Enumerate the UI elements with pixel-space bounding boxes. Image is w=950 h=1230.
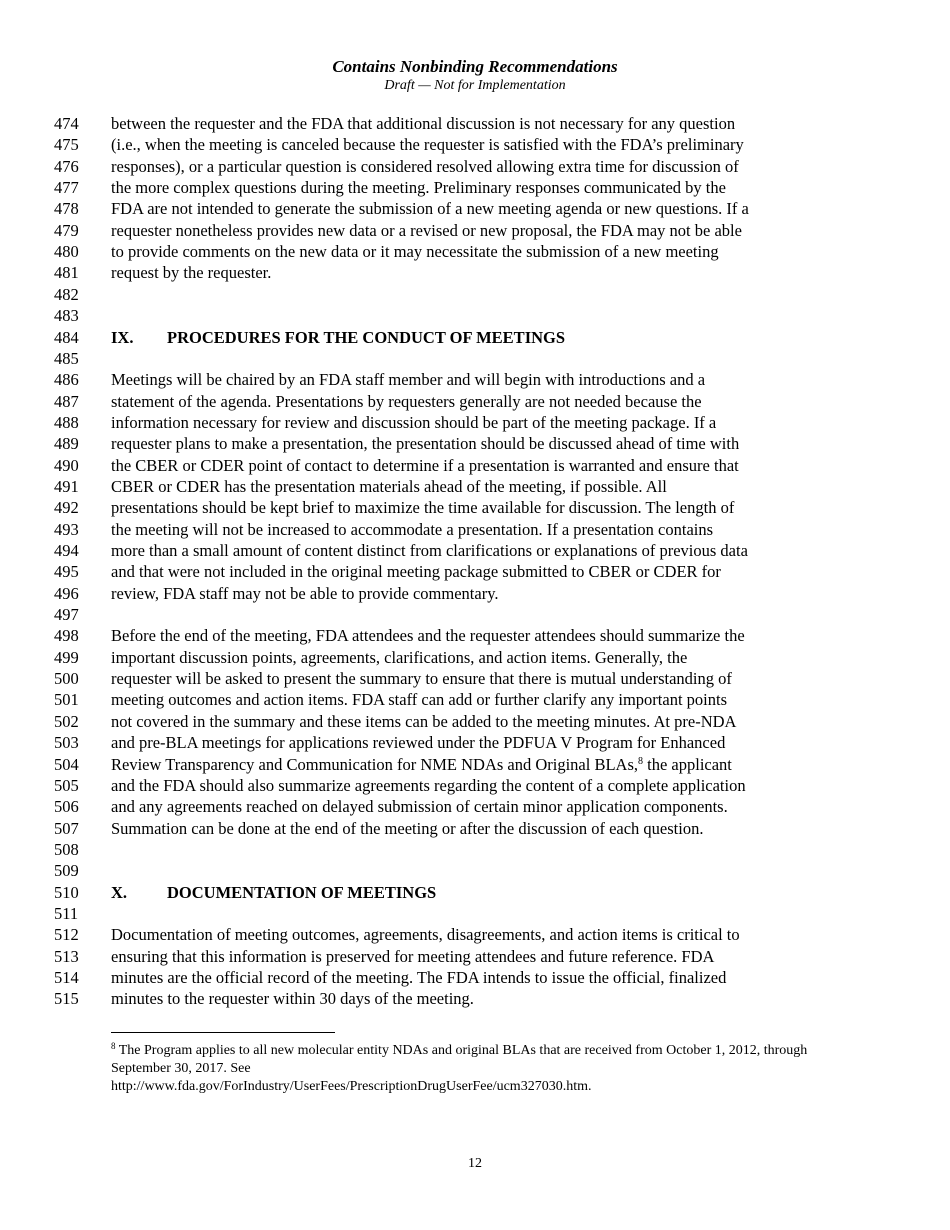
line-number: 511	[54, 904, 79, 923]
line-number: 510	[54, 883, 79, 902]
line-number: 488	[54, 413, 79, 432]
body-line	[0, 967, 950, 988]
line-text: CBER or CDER has the presentation materials ahead of the meeting, if possible. All	[111, 477, 667, 496]
line-number: 492	[54, 498, 79, 517]
line-number: 502	[54, 712, 79, 731]
section-number: IX.	[111, 328, 134, 347]
line-text: and any agreements reached on delayed submission of certain minor application components.	[111, 797, 728, 816]
body-line	[0, 305, 950, 326]
body-line	[0, 412, 950, 433]
line-number: 490	[54, 456, 79, 475]
body-line	[0, 561, 950, 582]
line-text: the meeting will not be increased to accommodate a presentation. If a presentation contains	[111, 520, 714, 539]
body-line	[0, 348, 950, 369]
line-number: 475	[54, 135, 79, 154]
running-header-title: Contains Nonbinding Recommendations	[332, 57, 618, 76]
line-number: 495	[54, 562, 79, 581]
section-heading	[111, 882, 436, 903]
line-number: 481	[54, 263, 79, 282]
body-line	[0, 391, 950, 412]
line-number: 489	[54, 434, 79, 453]
line-number: 508	[54, 840, 79, 859]
line-number: 513	[54, 947, 79, 966]
line-number: 500	[54, 669, 79, 688]
body-line	[0, 113, 950, 134]
line-number: 485	[54, 349, 79, 368]
line-text: statement of the agenda. Presentations by requesters generally are not needed because the	[111, 392, 702, 411]
running-header-subtitle: Draft — Not for Implementation	[384, 78, 566, 93]
footnote-url: http://www.fda.gov/ForIndustry/UserFees/PrescriptionDrugUserFee/ucm327030.htm.	[111, 1079, 592, 1094]
line-number: 479	[54, 221, 79, 240]
line-number: 501	[54, 690, 79, 709]
line-text: request by the requester.	[111, 263, 272, 282]
line-number: 494	[54, 541, 79, 560]
body-line	[0, 369, 950, 390]
body-line	[0, 924, 950, 945]
line-number: 484	[54, 328, 79, 347]
line-number: 480	[54, 242, 79, 261]
line-text: Summation can be done at the end of the meeting or after the discussion of each question.	[111, 819, 704, 838]
body-line	[0, 540, 950, 561]
line-text: and that were not included in the original meeting package submitted to CBER or CDER for	[111, 562, 721, 581]
body-line	[0, 220, 950, 241]
body-line	[0, 775, 950, 796]
line-number: 477	[54, 178, 79, 197]
line-text: the more complex questions during the meeting. Preliminary responses communicated by the	[111, 178, 726, 197]
line-text: presentations should be kept brief to maximize the time available for discussion. The length of	[111, 498, 735, 517]
line-text: important discussion points, agreements, clarifications, and action items. Generally, the	[111, 648, 688, 667]
section-number: X.	[111, 883, 128, 902]
body-line	[0, 198, 950, 219]
line-number: 491	[54, 477, 79, 496]
body-line	[0, 625, 950, 646]
line-text: review, FDA staff may not be able to provide commentary.	[111, 584, 499, 603]
line-text: to provide comments on the new data or it may necessitate the submission of a new meeting	[111, 242, 719, 261]
line-number: 504	[54, 755, 79, 774]
footnote	[111, 1042, 851, 1096]
line-number: 474	[54, 114, 79, 133]
body-line	[0, 156, 950, 177]
line-number: 476	[54, 157, 79, 176]
line-text: minutes are the official record of the meeting. The FDA intends to issue the official, finalized	[111, 968, 727, 987]
body-line	[0, 647, 950, 668]
footnote-separator	[111, 1032, 335, 1033]
body-line	[0, 988, 950, 1009]
body-line	[0, 668, 950, 689]
section-heading-line	[0, 882, 950, 903]
section-heading	[111, 327, 565, 348]
line-number: 487	[54, 392, 79, 411]
page-number: 12	[468, 1156, 482, 1171]
line-text: requester nonetheless provides new data or a revised or new proposal, the FDA may not be able	[111, 221, 742, 240]
line-text: not covered in the summary and these items can be added to the meeting minutes. At pre-NDA	[111, 712, 737, 731]
body-line	[0, 497, 950, 518]
line-number: 512	[54, 925, 79, 944]
line-text: the CBER or CDER point of contact to determine if a presentation is warranted and ensure that	[111, 456, 739, 475]
line-text: requester will be asked to present the summary to ensure that there is mutual understanding of	[111, 669, 732, 688]
line-number: 483	[54, 306, 79, 325]
body-line	[0, 134, 950, 155]
line-number: 478	[54, 199, 79, 218]
line-number: 515	[54, 989, 79, 1008]
body-line	[0, 284, 950, 305]
body-line	[0, 711, 950, 732]
line-text: and pre-BLA meetings for applications reviewed under the PDFUA V Program for Enhanced	[111, 733, 726, 752]
line-number: 507	[54, 819, 79, 838]
body-line	[0, 262, 950, 283]
section-heading-line	[0, 327, 950, 348]
body-line	[0, 455, 950, 476]
line-text: and the FDA should also summarize agreements regarding the content of a complete application	[111, 776, 746, 795]
body-line	[0, 818, 950, 839]
line-number: 509	[54, 861, 79, 880]
line-text: meeting outcomes and action items. FDA staff can add or further clarify any important points	[111, 690, 727, 709]
footnote-text: The Program applies to all new molecular entity NDAs and original BLAs that are received from October 1, 2012, through September 30, 2017. See	[111, 1043, 808, 1076]
line-number: 505	[54, 776, 79, 795]
line-text: Meetings will be chaired by an FDA staff member and will begin with introductions and a	[111, 370, 706, 389]
line-text: more than a small amount of content distinct from clarifications or explanations of previous data	[111, 541, 748, 560]
body-line	[0, 946, 950, 967]
footnote-mark: 8	[111, 1041, 116, 1051]
line-text: (i.e., when the meeting is canceled because the requester is satisfied with the FDA’s preliminary	[111, 135, 744, 154]
line-text-part: Review Transparency and Communication for NME NDAs and Original BLAs,	[111, 755, 639, 774]
footnote-reference[interactable]: 8	[638, 756, 644, 767]
body-line	[0, 433, 950, 454]
body-line	[0, 732, 950, 753]
body-line	[0, 583, 950, 604]
line-text: requester plans to make a presentation, the presentation should be discussed ahead of time with	[111, 434, 740, 453]
body-line	[0, 177, 950, 198]
line-number: 503	[54, 733, 79, 752]
section-title: PROCEDURES FOR THE CONDUCT OF MEETINGS	[167, 328, 566, 347]
line-number: 493	[54, 520, 79, 539]
line-number: 499	[54, 648, 79, 667]
line-number: 496	[54, 584, 79, 603]
line-text: between the requester and the FDA that additional discussion is not necessary for any question	[111, 114, 736, 133]
line-text	[111, 754, 732, 775]
line-number: 486	[54, 370, 79, 389]
body-line	[0, 241, 950, 262]
body-line	[0, 754, 950, 775]
line-number: 498	[54, 626, 79, 645]
body-line	[0, 604, 950, 625]
body-line	[0, 476, 950, 497]
body-line	[0, 839, 950, 860]
line-text: ensuring that this information is preserved for meeting attendees and future reference. FDA	[111, 947, 715, 966]
line-number: 514	[54, 968, 79, 987]
line-text-part: the applicant	[643, 755, 732, 774]
body-line	[0, 519, 950, 540]
body-line	[0, 860, 950, 881]
line-number: 506	[54, 797, 79, 816]
body-line	[0, 796, 950, 817]
line-number: 482	[54, 285, 79, 304]
line-text: Before the end of the meeting, FDA attendees and the requester attendees should summarize the	[111, 626, 745, 645]
body-line	[0, 903, 950, 924]
line-text: Documentation of meeting outcomes, agreements, disagreements, and action items is critical to	[111, 925, 740, 944]
line-number: 497	[54, 605, 79, 624]
line-text: FDA are not intended to generate the submission of a new meeting agenda or new questions. If a	[111, 199, 749, 218]
body-line	[0, 689, 950, 710]
line-text: minutes to the requester within 30 days of the meeting.	[111, 989, 474, 1008]
section-title: DOCUMENTATION OF MEETINGS	[167, 883, 437, 902]
line-text: information necessary for review and discussion should be part of the meeting package. If a	[111, 413, 717, 432]
line-text: responses), or a particular question is considered resolved allowing extra time for discussion of	[111, 157, 739, 176]
